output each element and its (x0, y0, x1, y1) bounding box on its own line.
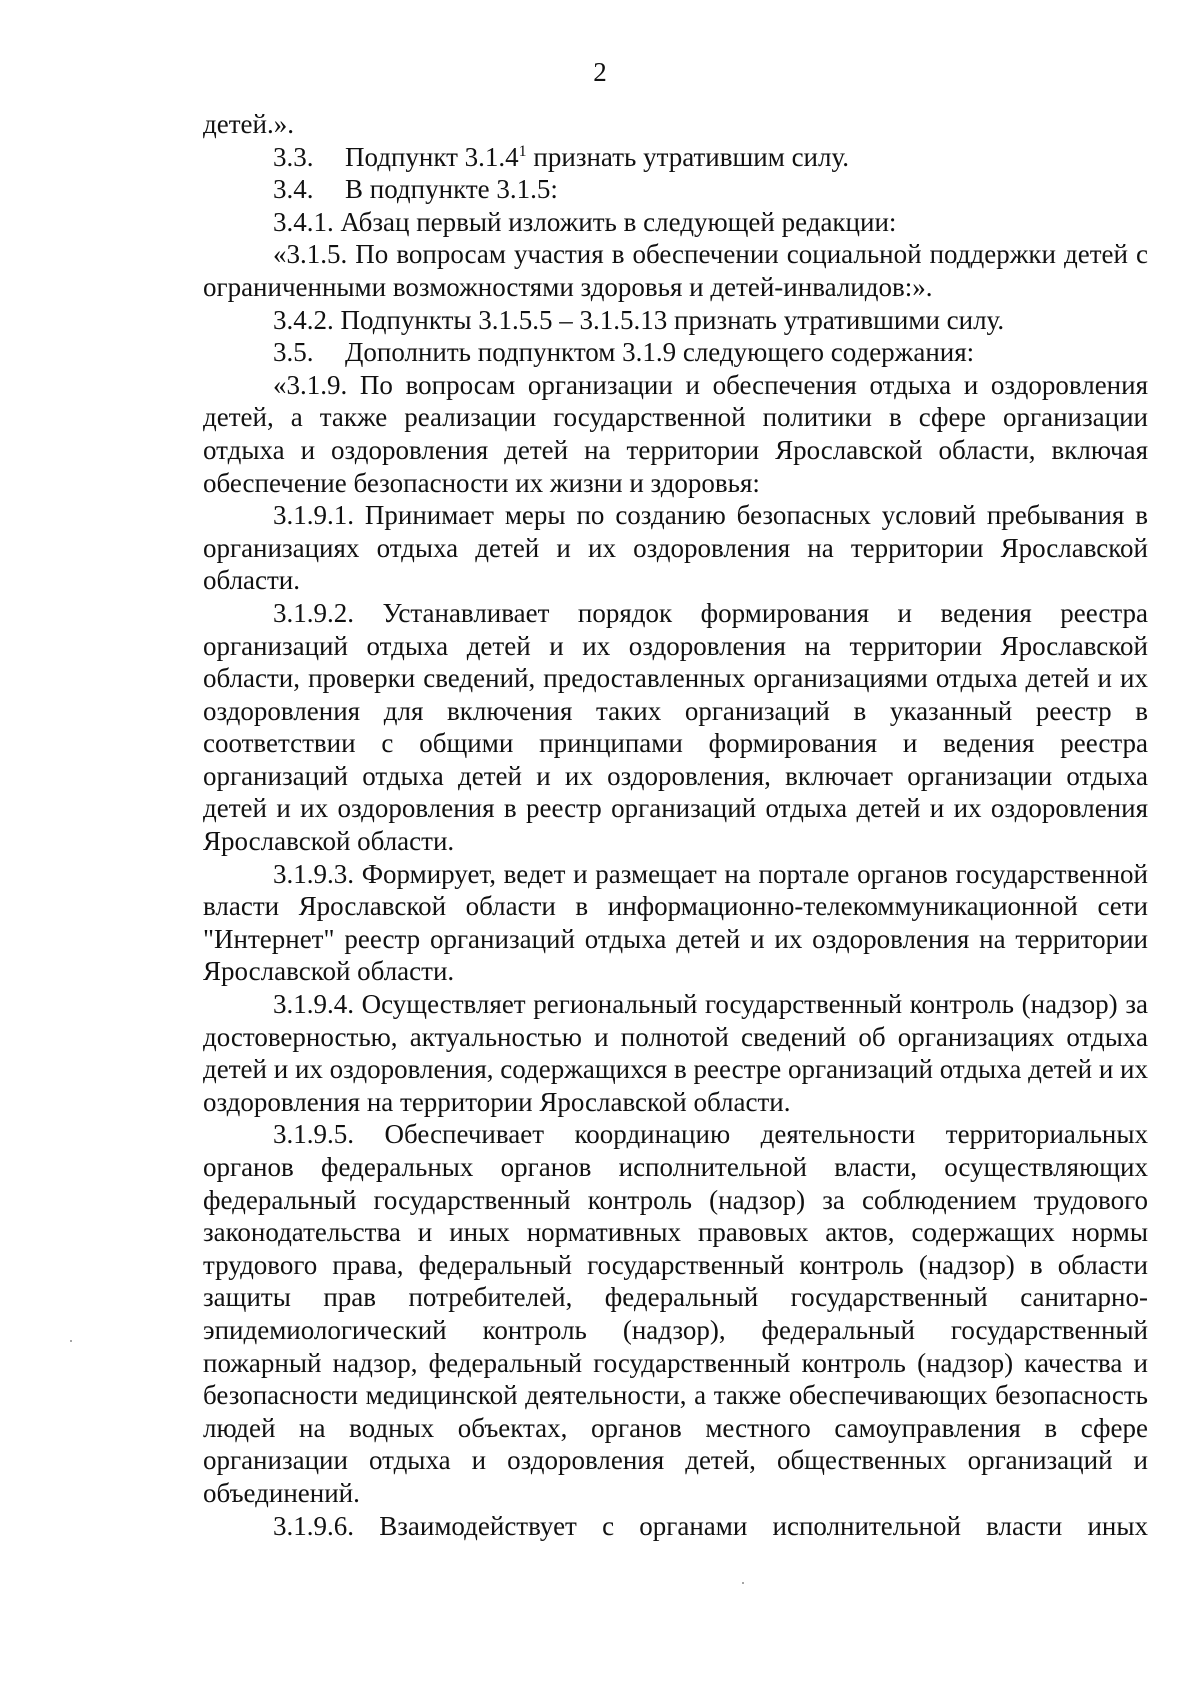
paragraph-3-1-9-6: 3.1.9.6. Взаимодействует с органами исполнительной власти иных (273, 1510, 1148, 1541)
paragraph-3-4-1: 3.4.1. Абзац первый изложить в следующей редакции: (273, 206, 897, 237)
superscript: 1 (518, 142, 527, 160)
paragraph-continuation: детей.». (203, 109, 294, 139)
item-number: 3.5. (273, 337, 314, 368)
paragraph-3-1-9-4: 3.1.9.4. Осуществляет региональный государственный контроль (надзор) за достоверностью, актуальностью и полнотой сведений об организациях отдыха детей и их оздоровления, содержащихся в реестре организаций отдыха детей и их оздоровления на территории Ярославской области. (203, 989, 1148, 1117)
paragraph-quote-3-1-9: «3.1.9. По вопросам организации и обеспечения отдыха и оздоровления детей, а также реализации государственной политики в сфере организации отдыха и оздоровления детей на территории Ярославской области, включая обеспечение безопасности их жизни и здоровья: (203, 369, 1148, 498)
paragraph-text: Дополнить подпунктом 3.1.9 следующего содержания: (345, 337, 975, 368)
item-number: 3.3. (273, 141, 314, 172)
paragraph-3-4-2: 3.4.2. Подпункты 3.1.5.5 – 3.1.5.13 признать утратившими силу. (273, 304, 1005, 335)
document-body (203, 108, 1148, 1542)
paragraph-text: Подпункт 3.1.4 (345, 141, 519, 172)
item-number: 3.4. (273, 174, 314, 205)
paragraph-quote-3-1-5: «3.1.5. По вопросам участия в обеспечении социальной поддержки детей с ограниченными возможностями здоровья и детей-инвалидов:». (203, 239, 1148, 302)
paragraph-3-3 (203, 141, 1148, 174)
paragraph-3-1-9-2: 3.1.9.2. Устанавливает порядок формирования и ведения реестра организаций отдыха детей и их оздоровления на территории Ярославской области, проверки сведений, предоставленных организациями отдыха детей и их оздоровления для включения таких организаций в указанный реестр в соответствии с общими принципами формирования и ведения реестра организаций отдыха детей и их оздоровления, включает организации отдыха детей и их оздоровления в реестр организаций отдыха детей и их оздоровления Ярославской области. (203, 597, 1148, 857)
paragraph-3-1-9-5: 3.1.9.5. Обеспечивает координацию деятельности территориальных органов федеральных органов исполнительной власти, осуществляющих федеральный государственный контроль (надзор) за соблюдением трудового законодательства и иных нормативных правовых актов, содержащих нормы трудового права, федеральный государственный контроль (надзор) в области защиты прав потребителей, федеральный государственный санитарно-эпидемиологический контроль (надзор), федеральный государственный пожарный надзор, федеральный государственный контроль (надзор) качества и безопасности медицинской деятельности, а также обеспечивающих безопасность людей на водных объектах, органов местного самоуправления в сфере организации отдыха и оздоровления детей, общественных организаций и объединений. (203, 1119, 1148, 1508)
paragraph-3-4 (203, 173, 1148, 206)
paragraph-3-1-9-3: 3.1.9.3. Формирует, ведет и размещает на портале органов государственной власти Ярославской области в информационно-телекоммуникационной сети "Интернет" реестр организаций отдыха детей и их оздоровления на территории Ярославской области. (203, 858, 1148, 987)
scan-speck (70, 1340, 72, 1342)
paragraph-3-1-9-1: 3.1.9.1. Принимает меры по созданию безопасных условий пребывания в организациях отдыха детей и их оздоровления на территории Ярославской области. (203, 500, 1148, 596)
paragraph-text: В подпункте 3.1.5: (345, 174, 558, 205)
paragraph-3-5 (203, 336, 1148, 369)
page-number: 2 (593, 57, 607, 87)
scan-speck (742, 1582, 744, 1584)
paragraph-text: признать утратившим силу. (526, 141, 850, 172)
